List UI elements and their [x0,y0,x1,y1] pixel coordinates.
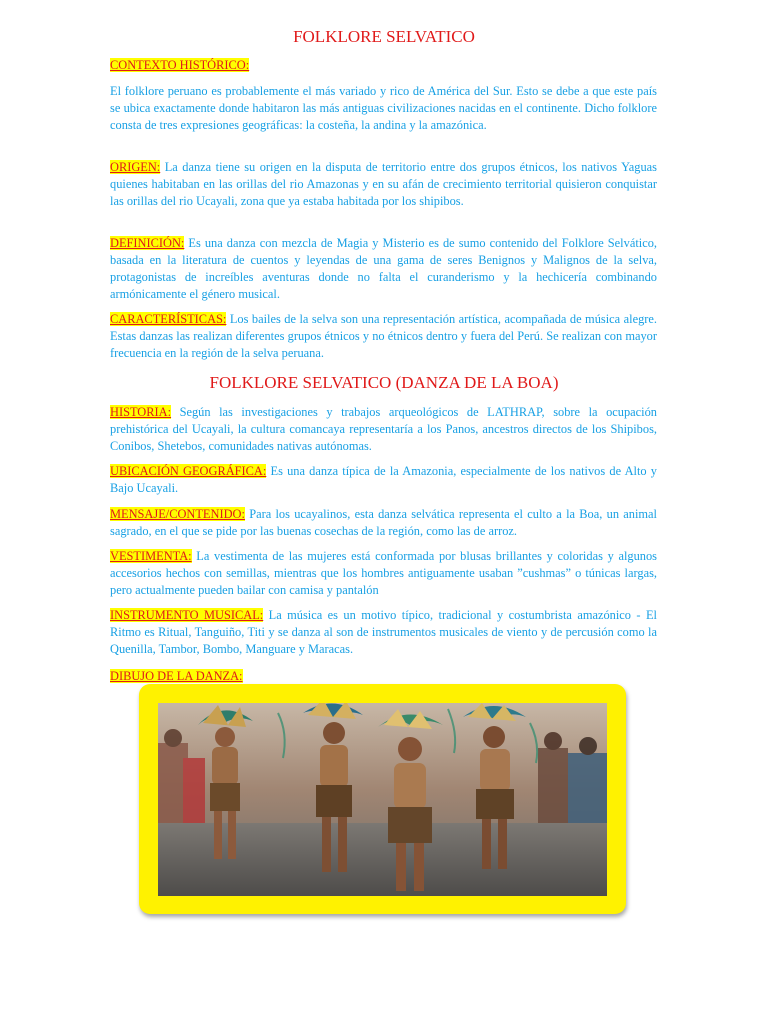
origen-paragraph [110,159,657,210]
historia-paragraph [110,404,657,455]
vestimenta-label: VESTIMENTA: [110,549,192,563]
ubicacion-paragraph [110,463,657,497]
contexto-paragraph: El folklore peruano es probablemente el más variado y rico de América del Sur. Esto se debe a que este país se ubica exactamente donde habitaron las más antiguas civilizaciones nacidas en el continente. Dicho folklore consta de tres expresiones geográficas: la costeña, la andina y la amazónica. [110,84,657,132]
origen-label: ORIGEN: [110,160,161,174]
contexto-heading [110,57,249,74]
definicion-text: Es una danza con mezcla de Magia y Misterio es de sumo contenido del Folklore Selvático, basada en la literatura de cuentos y leyendas de una gama de seres Benignos y Malignos de la selva, protagonistas de increíbles aventuras donde no falta el curanderismo y la hechicería combinando armónicamente el género musical. [110,236,657,301]
ubicacion-label: UBICACIÓN GEOGRÁFICA: [110,464,267,478]
caracteristicas-text: Los bailes de la selva son una representación artística, acompañada de música alegre. Estas danzas las realizan diferentes grupos étnicos y no étnicos dentro y fuera del Perú. Se realizan con mayor frecuencia en la región de la selva peruana. [110,312,657,360]
contexto-label: CONTEXTO HISTÓRICO: [110,58,250,72]
definicion-paragraph [110,235,657,303]
dance-photo-illustration [158,703,607,896]
page-title: FOLKLORE SELVATICO [293,27,475,46]
vestimenta-paragraph [110,548,657,599]
historia-text: Según las investigaciones y trabajos arqueológicos de LATHRAP, sobre la ocupación prehistórica del Ucayali, la cultura comancaya representaría a los Panos, ancestros directos de los Shipibos, Conibos, Shetebos, comunidades nativas autónomas. [110,405,657,453]
mensaje-text: Para los ucayalinos, esta danza selvática representa el culto a la Boa, un animal sagrado, en el que se pide por las buenas cosechas de la región, como las de arroz. [110,507,657,538]
vestimenta-text: La vestimenta de las mujeres está conformada por blusas brillantes y coloridas y algunos accesorios hechos con semillas, mientras que los hombres antiguamente usaban ”cushmas” o túnicas largas, pero actualmente pueden bailar con camisa y pantalón [110,549,657,597]
instrumento-paragraph [110,607,657,658]
instrumento-text: La música es un motivo típico, tradicional y costumbrista amazónico - El Ritmo es Ritual, Tanguiño, Titi y se danza al son de instrumentos musicales de viento y de percusión como la Quenilla, Tambor, Bombo, Manguare y Maracas. [110,608,657,656]
definicion-label: DEFINICIÓN: [110,236,185,250]
caracteristicas-label: CARACTERÍSTICAS: [110,312,227,326]
historia-label: HISTORIA: [110,405,172,419]
dibujo-heading [110,668,243,685]
instrumento-label: INSTRUMENTO MUSICAL: [110,608,264,622]
origen-text: La danza tiene su origen en la disputa de territorio entre dos grupos étnicos, los nativos Yaguas quienes habitaban en las orillas del rio Amazonas y en su afán de crecimiento territorial quisieron conquistar las orillas del rio Ucayali, zona que ya estaba habitada por los shipibos. [110,160,657,208]
section-title-danza-boa: FOLKLORE SELVATICO (DANZA DE LA BOA) [209,373,559,392]
ubicacion-text: Es una danza típica de la Amazonia, especialmente de los nativos de Alto y Bajo Ucayali. [110,464,657,495]
dance-photo [158,703,607,896]
dance-photo-frame [139,684,626,914]
mensaje-label: MENSAJE/CONTENIDO: [110,507,245,521]
mensaje-paragraph [110,506,657,540]
dibujo-label: DIBUJO DE LA DANZA: [110,669,243,683]
caracteristicas-paragraph [110,311,657,362]
